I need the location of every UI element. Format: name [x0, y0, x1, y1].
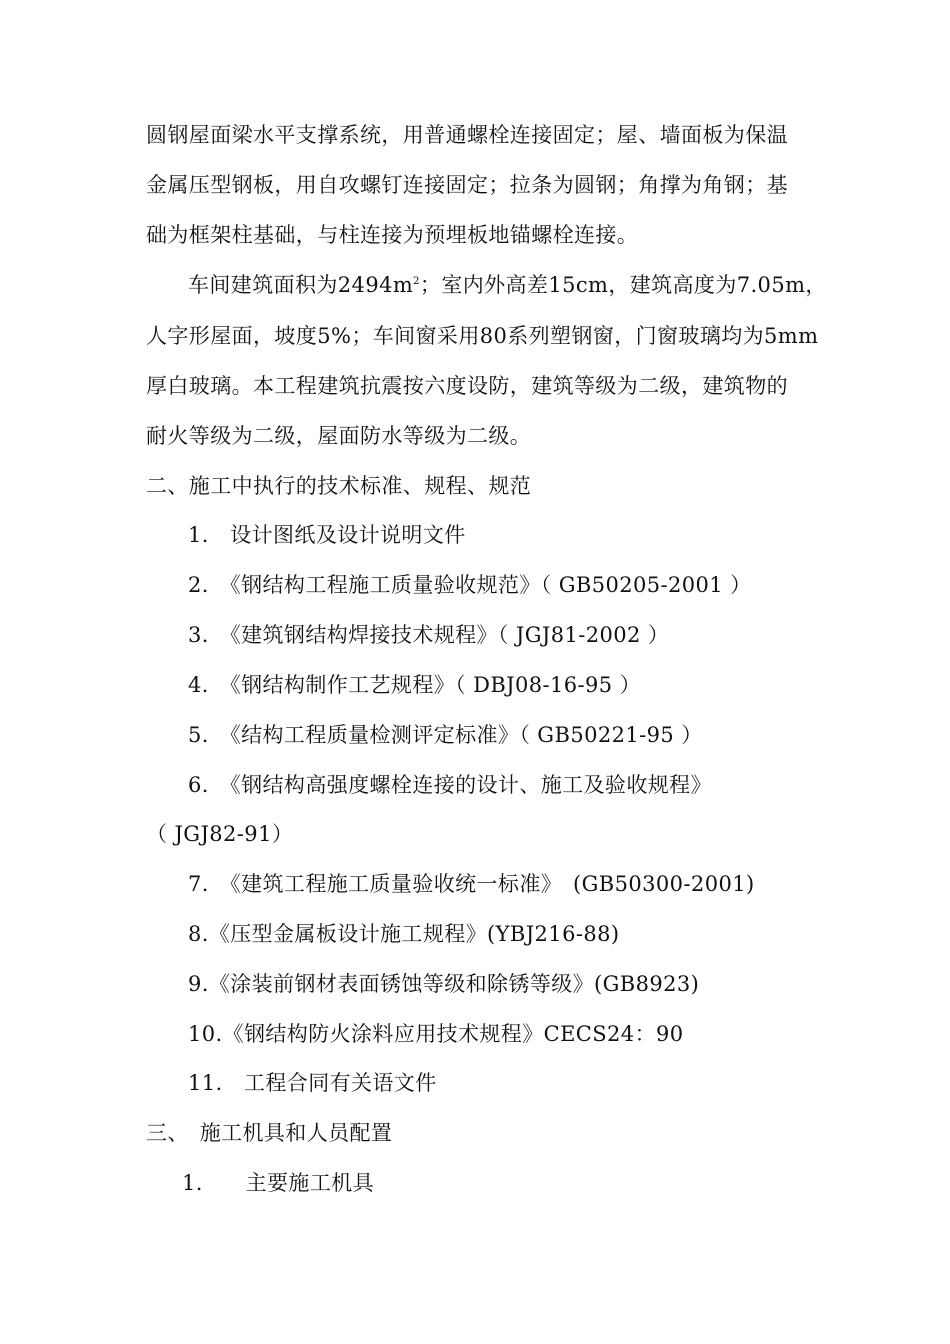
list-item: 4. 《钢结构制作工艺规程》（ DBJ08-16-95 ）: [188, 673, 642, 697]
list-item-continuation: （ JGJ82-91）: [146, 822, 294, 846]
body-text-line: 人字形屋面，坡度5%；车间窗采用80系列塑钢窗，门窗玻璃均为5mm: [146, 324, 819, 348]
area-text-continued: ；室内外高差15cm，建筑高度为7.05m，: [419, 273, 827, 297]
body-text-line: [188, 271, 827, 299]
body-text-line: 金属压型钢板，用自攻螺钉连接固定；拉条为圆钢；角撑为角钢；基: [146, 173, 788, 197]
list-item: 6. 《钢结构高强度螺栓连接的设计、施工及验收规程》: [188, 773, 712, 797]
area-unit-superscript: 2: [413, 276, 420, 287]
section-heading: 二、施工中执行的技术标准、规程、规范: [146, 474, 532, 498]
area-text: 车间建筑面积为2494m: [188, 273, 414, 297]
list-item: 5. 《结构工程质量检测评定标准》（ GB50221-95 ）: [188, 723, 703, 747]
list-item: 7. 《建筑工程施工质量验收统一标准》 (GB50300-2001): [188, 872, 755, 896]
body-text-line: 础为框架柱基础，与柱连接为预埋板地锚螺栓连接。: [146, 223, 639, 247]
body-text-line: 厚白玻璃。本工程建筑抗震按六度设防，建筑等级为二级，建筑物的: [146, 374, 788, 398]
list-item: 10.《钢结构防火涂料应用技术规程》CECS24：90: [188, 1022, 684, 1046]
list-item: 1. 主要施工机具: [182, 1171, 375, 1195]
body-text-line: 耐火等级为二级，屋面防水等级为二级。: [146, 424, 532, 448]
list-item: 3. 《建筑钢结构焊接技术规程》（ JGJ81-2002 ）: [188, 623, 670, 647]
body-text-line: 圆钢屋面梁水平支撑系统，用普通螺栓连接固定；屋、墙面板为保温: [146, 123, 788, 147]
list-item: 2. 《钢结构工程施工质量验收规范》（ GB50205-2001 ）: [188, 573, 752, 597]
list-item: 11. 工程合同有关语文件: [188, 1071, 437, 1095]
section-heading: 三、 施工机具和人员配置: [146, 1121, 393, 1145]
list-item: 1. 设计图纸及设计说明文件: [188, 523, 466, 547]
list-item: 8.《压型金属板设计施工规程》(YBJ216-88): [188, 922, 620, 946]
list-item: 9.《涂装前钢材表面锈蚀等级和除锈等级》(GB8923): [188, 972, 700, 996]
